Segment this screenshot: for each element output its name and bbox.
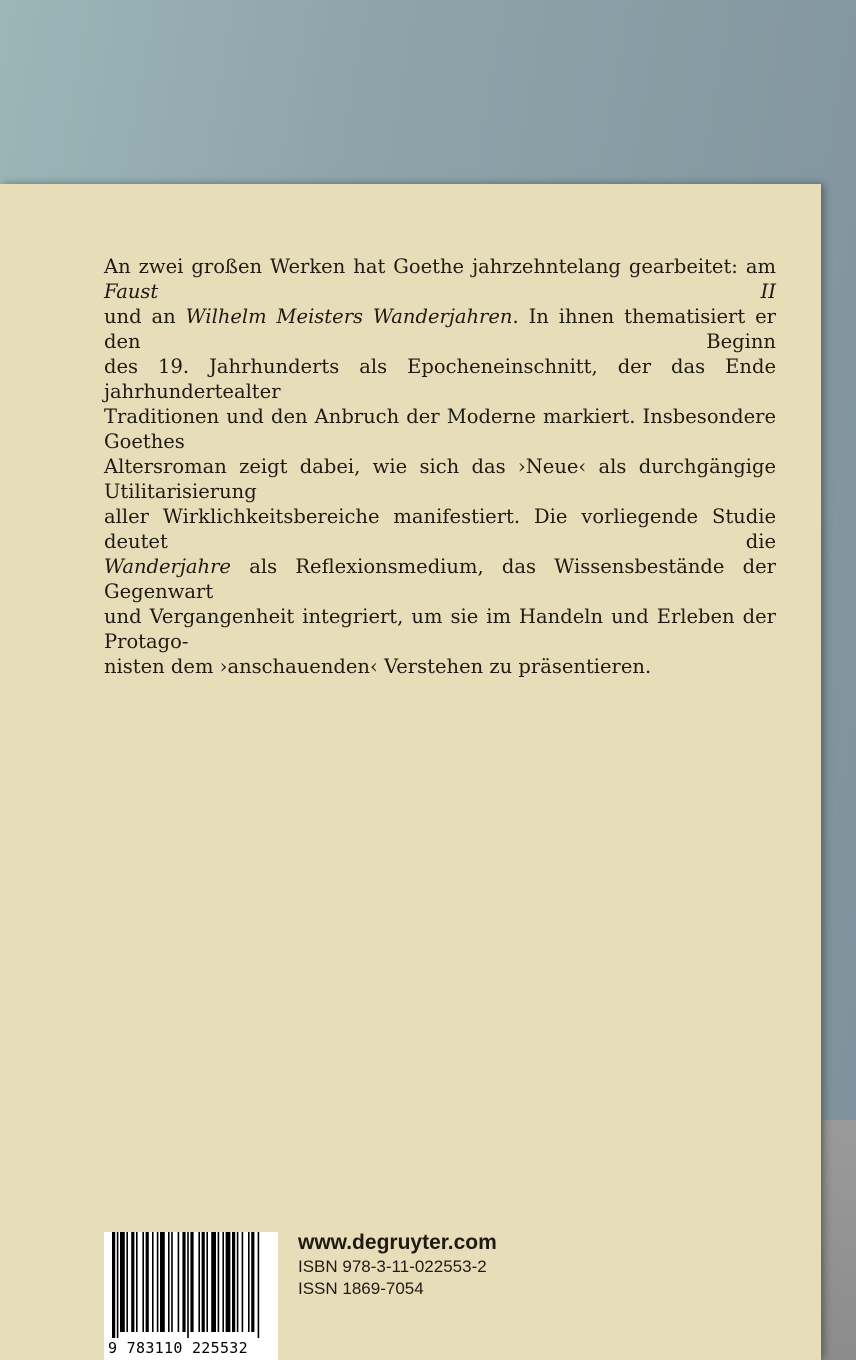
barcode-bar: [248, 1232, 250, 1332]
barcode-bar: [222, 1232, 224, 1332]
blurb-segment: Altersroman zeigt dabei, wie sich das ›Neue‹ als durchgängige Utilitarisierung: [104, 455, 776, 503]
barcode-bar: [120, 1232, 125, 1332]
barcode-bar: [117, 1232, 119, 1338]
blurb-line: [104, 304, 776, 354]
barcode-bar: [168, 1232, 170, 1332]
blurb-line: [104, 604, 776, 654]
barcode-number: 9 783110 225532: [108, 1339, 248, 1357]
barcode-bar: [242, 1232, 244, 1332]
barcode-bar: [136, 1232, 138, 1332]
blurb-title-italic: Wilhelm Meisters Wanderjahren: [185, 305, 513, 328]
issn-text: ISSN 1869-7054: [298, 1279, 424, 1298]
barcode-bar: [206, 1232, 208, 1332]
barcode-bar: [211, 1232, 216, 1332]
barcode-bar: [251, 1232, 254, 1332]
barcode-bar: [178, 1232, 180, 1332]
isbn-text: ISBN 978-3-11-022553-2: [298, 1257, 487, 1276]
blurb-segment: als Reflexionsmedium, das Wissensbestände der Gegenwart: [104, 555, 776, 603]
barcode-bar: [160, 1232, 165, 1332]
blurb-line: [104, 654, 776, 679]
blurb-segment: An zwei großen Werken hat Goethe jahrzehntelang gearbeitet: am: [104, 255, 776, 278]
blurb-segment: und Vergangenheit integriert, um sie im Handeln und Erleben der Protago-: [104, 605, 776, 653]
barcode-bar: [237, 1232, 239, 1332]
background-panel: [822, 1120, 856, 1360]
barcode-bar: [218, 1232, 220, 1332]
barcode-bar: [198, 1232, 200, 1332]
blurb-line: [104, 554, 776, 604]
blurb-line: [104, 404, 776, 454]
blurb-segment: . In ihnen thematisiert er den Beginn: [104, 305, 776, 353]
barcode-bar: [190, 1232, 193, 1332]
barcode-bar: [112, 1232, 115, 1338]
barcode-bar: [152, 1232, 154, 1332]
blurb-segment: und an: [104, 305, 186, 328]
isbn-barcode: [104, 1232, 278, 1360]
blurb-line: [104, 504, 776, 554]
barcode-bar: [182, 1232, 185, 1332]
barcode-bar: [142, 1232, 144, 1332]
barcode-bar: [131, 1232, 134, 1332]
barcode-bar: [146, 1232, 149, 1332]
barcode-bar: [171, 1232, 173, 1332]
blurb-segment: Traditionen und den Anbruch der Moderne markiert. Insbesondere Goethes: [104, 405, 776, 453]
blurb-line: [104, 454, 776, 504]
barcode-bar: [187, 1232, 189, 1338]
cover-page: [0, 184, 821, 1360]
blurb-title-italic: Wanderjahre: [104, 555, 231, 578]
blurb-line: [104, 354, 776, 404]
blurb-text: [104, 254, 776, 679]
publisher-info: [298, 1230, 497, 1300]
barcode-bar: [202, 1232, 205, 1332]
publisher-url[interactable]: www.degruyter.com: [298, 1231, 497, 1254]
barcode-bar: [226, 1232, 231, 1332]
blurb-segment: des 19. Jahrhunderts als Epocheneinschnitt, der das Ende jahrhundertealter: [104, 355, 776, 403]
blurb-line: [104, 254, 776, 304]
blurb-segment: nisten dem ›anschauenden‹ Verstehen zu präsentieren.: [104, 655, 652, 678]
blurb-segment: aller Wirklichkeitsbereiche manifestiert. Die vorliegende Studie deutet die: [104, 505, 776, 553]
blurb-title-italic: Faust II: [104, 280, 776, 303]
barcode-bar: [232, 1232, 235, 1332]
barcode-bar: [126, 1232, 128, 1332]
barcode-bar: [157, 1232, 159, 1332]
barcode-bars: [104, 1232, 278, 1338]
barcode-bar: [258, 1232, 260, 1338]
